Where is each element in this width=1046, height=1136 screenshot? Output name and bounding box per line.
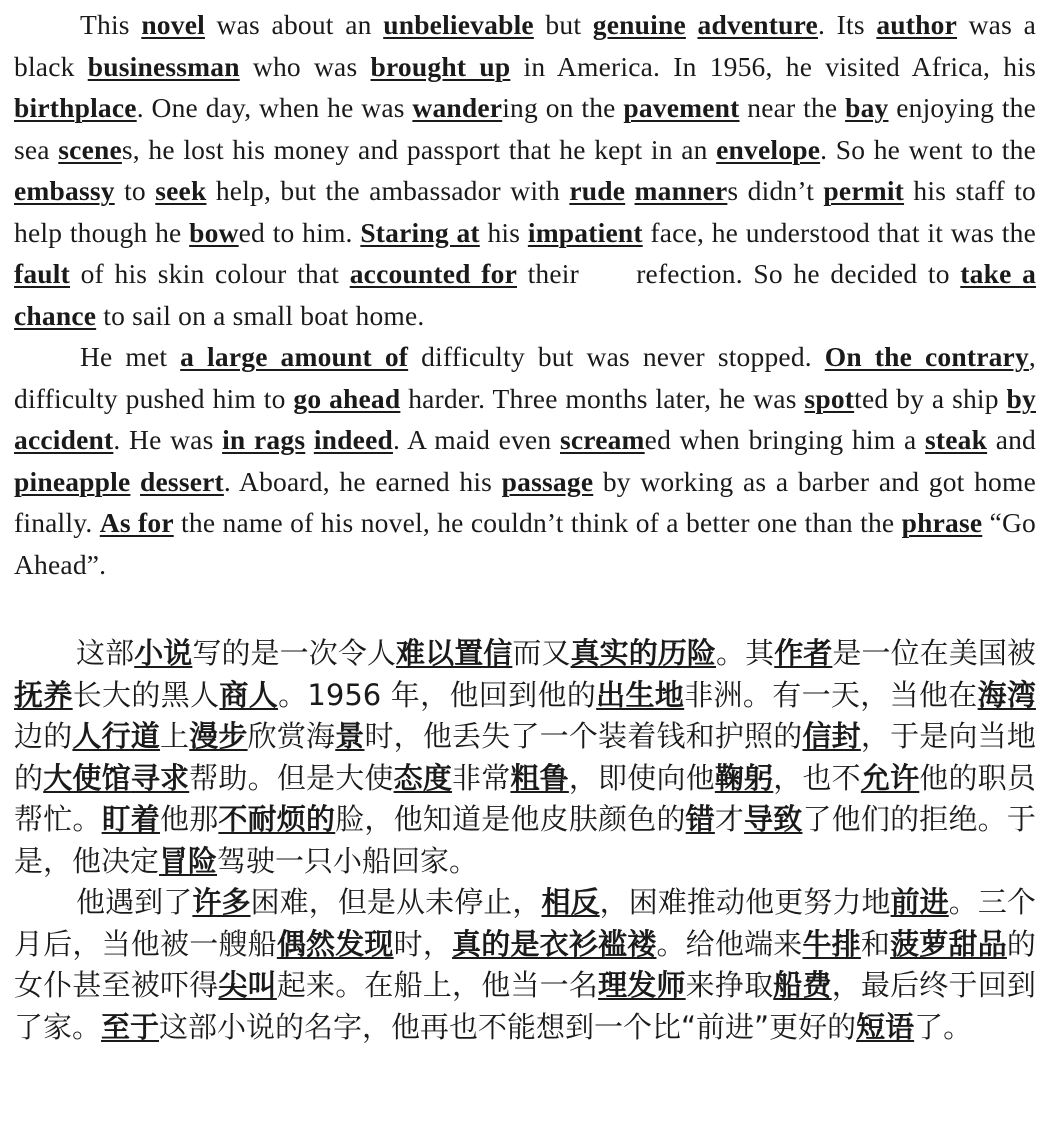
vocab-term: pavement: [623, 92, 740, 123]
text-segment: of his skin colour that: [70, 258, 350, 289]
text-segment: 和: [860, 926, 891, 961]
vocab-term: On the contrary: [824, 341, 1029, 372]
vocab-term: 鞠躬: [714, 760, 774, 795]
vocab-term: rude: [569, 175, 626, 206]
vocab-term: envelope: [716, 133, 821, 165]
vocab-term: seek: [155, 175, 207, 206]
text-segment: 边的: [14, 719, 73, 753]
text-segment: his: [479, 216, 528, 248]
vocab-term: 真实的历险: [570, 636, 717, 670]
text-segment: 困难，但是从未停止，: [250, 885, 542, 919]
text-segment: 帮助。但是大使: [189, 760, 394, 795]
vocab-term: 粗鲁: [510, 760, 569, 795]
vocab-term: go ahead: [293, 382, 401, 414]
vocab-term: Staring at: [360, 216, 480, 248]
text-segment: difficulty but was never stopped.: [408, 341, 825, 372]
text-segment: . A maid even: [392, 424, 560, 455]
vocab-term: 至于: [101, 1009, 160, 1044]
text-segment: 他遇到了: [76, 885, 193, 919]
text-segment: ed when bringing him a: [644, 424, 925, 455]
text-segment: who was: [239, 50, 371, 82]
text-segment: 驾驶一只小船回家。: [217, 843, 479, 878]
text-segment: [625, 175, 634, 206]
text-segment: ，即使向他: [568, 760, 715, 795]
vocab-term: fault: [14, 258, 70, 289]
vocab-term: passage: [501, 465, 594, 497]
vocab-term: 短语: [856, 1009, 915, 1044]
vocab-term: author: [876, 9, 958, 40]
vocab-term: 错: [685, 802, 715, 836]
vocab-term: adventure: [697, 9, 818, 40]
text-segment: to sail on a small boat home.: [96, 299, 425, 331]
vocab-term: 相反: [541, 885, 600, 919]
vocab-term: by accident: [14, 382, 1036, 455]
text-segment: 时，: [393, 926, 453, 961]
vocab-term: genuine: [592, 9, 686, 40]
text-segment: his staff to help though he: [14, 175, 1036, 248]
vocab-term: 出生地: [596, 677, 685, 712]
text-segment: s, he lost his money and passport that he kept in an: [121, 133, 717, 165]
vocab-term: dessert: [140, 465, 224, 497]
text-segment: 了。: [914, 1009, 973, 1044]
text-segment: 的女仆甚至被吓得: [14, 926, 1036, 1002]
text-segment: 这部小说的名字，他再也不能想到一个比“前进”更好的: [159, 1009, 857, 1044]
vocab-term: bay: [845, 92, 889, 123]
vocab-term: indeed: [313, 424, 393, 455]
text-segment: ，最后终于回到了家。: [14, 968, 1036, 1044]
vocab-term: 理发师: [598, 968, 686, 1002]
text-segment: 这部: [76, 636, 135, 670]
vocab-term: take a chance: [14, 258, 1037, 331]
chinese-paragraph-1: [14, 633, 1036, 882]
vocab-term: 允许: [860, 760, 920, 795]
vocab-term: impatient: [527, 216, 643, 248]
text-segment: . Aboard, he earned his: [223, 465, 502, 497]
text-segment: by working as a barber and got home finally.: [14, 465, 1036, 538]
text-segment: 是一位在美国被: [832, 636, 1036, 670]
document-page: [14, 0, 1036, 1048]
vocab-term: 前进: [890, 885, 949, 919]
english-paragraph-1: [14, 4, 1036, 336]
vocab-term: accounted for: [349, 258, 517, 289]
text-segment: near the: [739, 92, 846, 123]
text-segment: harder. Three months later, he was: [400, 382, 805, 414]
text-segment: 。给他端来: [656, 926, 803, 961]
vocab-term: 盯着: [101, 802, 161, 836]
vocab-term: 不耐烦的: [218, 802, 336, 836]
text-segment: ed to him.: [238, 216, 361, 248]
vocab-term: 商人: [219, 677, 279, 712]
text-segment: in America. In 1956, he visited Africa, his: [510, 50, 1036, 82]
text-segment: 。其: [716, 636, 775, 670]
text-segment: ing on the: [502, 92, 624, 123]
text-segment: 了他们的拒绝。于是，他决定: [14, 802, 1036, 878]
text-segment: 。三个月后，当他被一艘船: [14, 885, 1036, 961]
vocab-term: in rags: [222, 424, 306, 455]
text-segment: [130, 466, 140, 497]
text-segment: . Its: [817, 9, 877, 40]
text-segment: . He was: [113, 424, 223, 455]
vocab-term: 牛排: [802, 926, 861, 961]
vocab-term: 信封: [802, 719, 861, 753]
text-segment: 非洲。有一天，当他在: [684, 677, 978, 712]
text-segment: ted by a ship: [854, 382, 1007, 414]
vocab-term: novel: [141, 9, 205, 40]
vocab-term: 漫步: [189, 719, 248, 753]
text-segment: 才: [714, 802, 745, 836]
text-segment: s didn’t: [727, 175, 824, 206]
text-segment: was about an: [204, 9, 384, 40]
vocab-term: 船费: [773, 968, 832, 1002]
vocab-term: 尖叫: [218, 968, 277, 1002]
vocab-term: 真的是衣衫褴褛: [452, 926, 657, 961]
text-segment: to: [114, 175, 156, 206]
vocab-term: bow: [189, 216, 239, 248]
text-segment: but: [533, 9, 593, 40]
text-segment: 时，他丢失了一个装着钱和护照的: [364, 719, 803, 753]
text-segment: ，也不: [773, 760, 861, 795]
text-segment: refection. So he decided to: [625, 258, 961, 289]
text-segment: the name of his novel, he couldn’t think of a better one than the: [173, 507, 902, 538]
vocab-term: brought up: [370, 50, 511, 82]
text-segment: . One day, when he was: [136, 92, 413, 123]
vocab-term: permit: [823, 175, 905, 206]
text-segment: 脸，他知道是他皮肤颜色的: [335, 802, 686, 836]
vocab-term: businessman: [87, 50, 240, 82]
text-segment: He met: [80, 341, 181, 372]
vocab-term: scene: [58, 133, 122, 165]
vocab-term: 寻求: [130, 760, 190, 795]
text-segment: . So he went to the: [820, 133, 1036, 165]
text-segment: ，困难推动他更努力地: [599, 885, 891, 919]
text-segment: 他那: [160, 802, 219, 836]
text-segment: [686, 9, 698, 40]
text-segment: 来挣取: [685, 968, 774, 1002]
text-segment: face, he understood that it was the: [642, 216, 1036, 248]
vocab-term: 景: [335, 719, 365, 753]
text-segment: enjoying the sea: [14, 92, 1037, 165]
vocab-term: phrase: [901, 507, 983, 538]
vocab-term: 大使馆: [43, 760, 131, 795]
text-segment: help, but the ambassador with: [206, 175, 570, 206]
english-paragraph-2: [14, 336, 1036, 585]
vocab-term: manner: [634, 175, 728, 206]
vocab-term: embassy: [14, 175, 115, 206]
vocab-term: 海湾: [977, 677, 1036, 712]
vocab-term: unbelievable: [383, 9, 534, 40]
text-segment: , difficulty pushed him to: [14, 341, 1036, 414]
vocab-term: 作者: [774, 636, 833, 670]
vocab-term: As for: [99, 507, 174, 538]
text-segment: and: [987, 424, 1036, 455]
vocab-term: wander: [412, 92, 503, 123]
vocab-term: 抚养: [14, 677, 73, 712]
vocab-term: 菠萝甜品: [890, 926, 1007, 961]
vocab-term: 导致: [744, 802, 803, 836]
vocab-term: 难以置信: [396, 636, 513, 670]
text-segment: “Go Ahead”.: [14, 507, 1036, 580]
text-segment: 。1956 年，他回到他的: [278, 677, 597, 712]
vocab-term: birthplace: [14, 92, 137, 123]
text-segment: This: [80, 9, 142, 40]
text-segment: ，于是向当地的: [14, 719, 1036, 795]
text-segment: 欣赏海: [247, 719, 336, 753]
chinese-paragraph-2: [14, 882, 1036, 1048]
text-segment: 非常: [452, 760, 511, 795]
vocab-term: a large amount of: [180, 341, 409, 372]
vocab-term: 人行道: [72, 719, 161, 753]
vocab-term: scream: [559, 424, 645, 455]
text-segment: 而又: [512, 636, 571, 670]
vocab-term: 许多: [192, 885, 251, 919]
text-segment: was a black: [14, 9, 1037, 82]
text-segment: 起来。在船上，他当一名: [276, 968, 599, 1002]
vocab-term: steak: [924, 424, 988, 455]
vocab-term: 偶然发现: [276, 926, 394, 961]
vocab-term: 冒险: [159, 843, 218, 878]
text-segment: 写的是一次令人: [192, 636, 397, 670]
text-segment: 上: [160, 719, 190, 753]
vocab-term: 态度: [393, 760, 453, 795]
text-segment: 他的职员帮忙。: [14, 760, 1036, 836]
vocab-term: 小说: [134, 636, 193, 670]
vocab-term: spot: [804, 382, 855, 414]
text-segment: [305, 424, 314, 455]
text-segment: their: [517, 258, 590, 289]
text-segment: 长大的黑人: [72, 677, 220, 712]
vocab-term: pineapple: [14, 465, 131, 497]
